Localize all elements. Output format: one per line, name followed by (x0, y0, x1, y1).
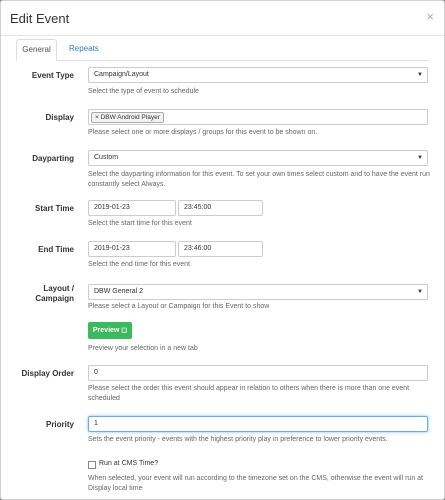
event-type-help: Select the type of event to schedule (88, 88, 199, 95)
priority-input[interactable]: 1 (88, 416, 428, 432)
modal-title: Edit Event (10, 11, 70, 26)
dayparting-value: Custom (94, 154, 119, 161)
display-help: Please select one or more displays / groups for this event to be shown on. (88, 129, 318, 136)
event-type-label: Event Type (31, 71, 74, 80)
end-time-input[interactable]: 23:46:00 (178, 241, 263, 257)
display-order-label: Display Order (21, 369, 74, 378)
tab-repeats[interactable]: Repeats (69, 44, 99, 53)
display-label: Display (45, 113, 74, 122)
display-multiselect[interactable] (88, 109, 428, 125)
display-order-help: Please select the order this event should appear in relation to others when there is more than one event scheduled (88, 385, 410, 402)
end-time-help: Select the end time for this event (88, 261, 190, 268)
run-at-cms-label: Run at CMS Time? (99, 460, 159, 467)
layout-label-line2: Campaign (35, 294, 74, 303)
display-tag[interactable]: × DBW Android Player (91, 112, 164, 123)
tab-bar (16, 39, 429, 61)
priority-help: Sets the event priority - events with the highest priority play in preference to lower priority events. (88, 436, 388, 443)
layout-help: Please select a Layout or Campaign for this Event to show (88, 303, 270, 310)
caret-down-icon: ▼ (417, 289, 423, 295)
layout-label-line1: Layout / (43, 284, 74, 293)
end-date-input[interactable]: 2019-01-23 (88, 241, 176, 257)
start-date-input[interactable]: 2019-01-23 (88, 200, 176, 216)
preview-button[interactable]: Preview ◻ (88, 322, 132, 339)
start-time-label: Start Time (35, 204, 74, 213)
end-time-label: End Time (38, 245, 74, 254)
modal-header (1, 1, 444, 36)
start-time-help: Select the start time for this event (88, 220, 192, 227)
tab-general[interactable]: General (16, 39, 57, 61)
priority-label: Priority (45, 420, 74, 429)
layout-select[interactable] (88, 284, 428, 300)
dayparting-select[interactable] (88, 150, 428, 166)
preview-help: Preview your selection in a new tab (88, 345, 198, 352)
run-at-cms-help: When selected, your event will run according to the timezone set on the CMS, otherwise the event will run at Display local time (88, 475, 424, 492)
start-time-input[interactable]: 23:45:00 (178, 200, 263, 216)
run-at-cms-checkbox[interactable] (88, 461, 96, 469)
caret-down-icon: ▼ (417, 155, 423, 161)
dayparting-help: Select the dayparting information for this event. To set your own times select custom and to have the event run constantly select Always. (88, 171, 430, 188)
layout-value: DBW General 2 (94, 288, 144, 295)
display-order-input[interactable]: 0 (88, 365, 428, 381)
event-type-value: Campaign/Layout (94, 71, 149, 78)
event-type-select[interactable] (88, 67, 428, 83)
caret-down-icon: ▼ (417, 72, 423, 78)
close-icon[interactable]: × (426, 9, 434, 24)
dayparting-label: Dayparting (32, 154, 74, 163)
